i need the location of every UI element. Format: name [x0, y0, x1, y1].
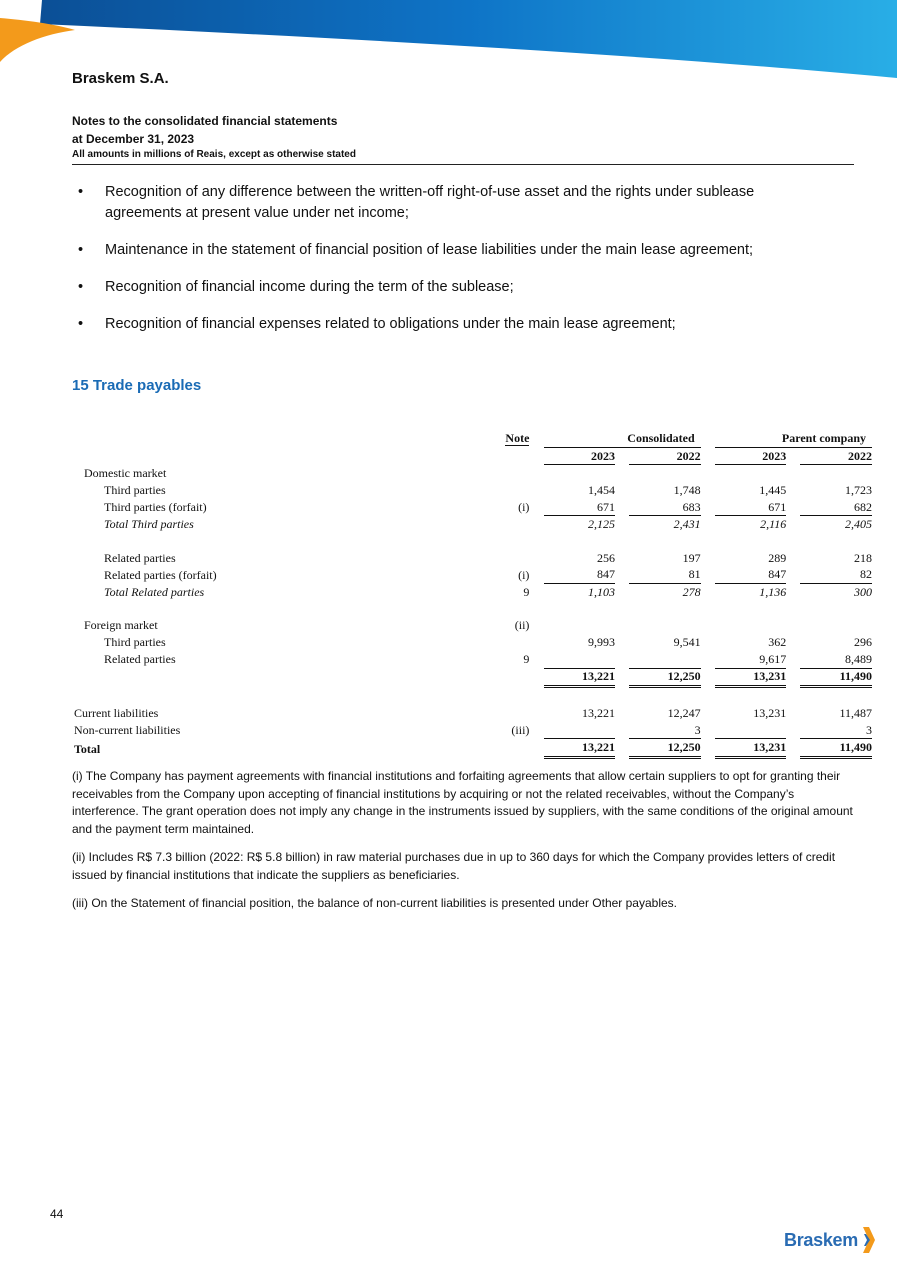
- cell-value: 9,541: [673, 635, 701, 650]
- cell-value: 1,445: [759, 482, 787, 497]
- bullet-icon: •: [78, 316, 84, 332]
- list-item: • Maintenance in the statement of financial position of lease liabilities under the main lease agreement;: [78, 240, 818, 261]
- cell-value: [544, 722, 616, 740]
- table-row: [72, 567, 872, 585]
- cell-value: 81: [629, 567, 701, 585]
- cell-value: 11,490: [800, 739, 872, 759]
- section-title: 15 Trade payables: [72, 377, 202, 394]
- bullet-list: [78, 182, 818, 351]
- cell-value: 11,490: [800, 669, 872, 689]
- cell-value: 2,125: [588, 517, 616, 532]
- header-banner: [0, 0, 897, 80]
- row-label: Current liabilities: [74, 705, 159, 720]
- row-label: Total: [74, 741, 101, 756]
- company-name: Braskem S.A.: [72, 70, 169, 87]
- cell-value: 9,993: [588, 635, 616, 650]
- cell-value: 13,221: [544, 669, 616, 689]
- document-header: [72, 70, 854, 162]
- subtotal-row: [72, 669, 872, 689]
- cell-value: [544, 651, 616, 669]
- row-note: 9: [523, 585, 530, 600]
- cell-value: 2,431: [673, 517, 701, 532]
- table-year-row: [72, 448, 872, 466]
- note-header: Note: [505, 431, 530, 446]
- cell-value: 197: [682, 550, 701, 565]
- header-divider: [72, 164, 854, 165]
- row-label: Third parties: [104, 482, 166, 497]
- cell-value: 3: [629, 722, 701, 740]
- table-row: [72, 722, 872, 740]
- table-row: [72, 516, 872, 533]
- row-note: 9: [523, 652, 530, 667]
- cell-value: 1,454: [588, 482, 616, 497]
- cell-value: 12,247: [667, 705, 701, 720]
- row-note: [465, 739, 529, 759]
- table-row: [72, 618, 872, 635]
- consolidated-header: Consolidated: [544, 430, 701, 448]
- row-label: Related parties (forfait): [104, 567, 217, 582]
- row-label: Related parties: [104, 652, 176, 667]
- footnotes: [72, 768, 854, 924]
- bullet-icon: •: [78, 184, 84, 200]
- total-row: [72, 739, 872, 759]
- cell-value: 9,617: [715, 651, 787, 669]
- year-header: 2023: [715, 448, 787, 466]
- cell-value: [629, 651, 701, 669]
- cell-value: 12,250: [629, 739, 701, 759]
- row-note: (i): [518, 500, 530, 515]
- cell-value: 13,231: [753, 705, 787, 720]
- logo-text: Braskem: [784, 1230, 858, 1250]
- year-header: 2022: [800, 448, 872, 466]
- row-note: [465, 482, 529, 499]
- table-row: [72, 634, 872, 651]
- cell-value: 13,221: [544, 739, 616, 759]
- cell-value: 671: [715, 499, 787, 517]
- cell-value: 12,250: [629, 669, 701, 689]
- row-note: [465, 516, 529, 533]
- cell-value: 682: [800, 499, 872, 517]
- row-label: Related parties: [104, 550, 176, 565]
- cell-value: 671: [544, 499, 616, 517]
- page-number: 44: [50, 1207, 64, 1221]
- spacer-row: [72, 601, 872, 618]
- bullet-icon: •: [78, 279, 84, 295]
- table-row: [72, 499, 872, 517]
- table-row: [72, 550, 872, 567]
- trade-payables-table: [72, 430, 876, 759]
- row-label: Third parties: [104, 635, 166, 650]
- amounts-note: All amounts in millions of Reais, except as otherwise stated: [72, 149, 356, 160]
- bullet-icon: •: [78, 242, 84, 258]
- year-header: 2023: [544, 448, 616, 466]
- footnote: (i) The Company has payment agreements with financial institutions and forfaiting agreements that allow certain suppliers to opt for granting their receivables from the Company upon accepting of financial institutions by acquiring or not the related receivables, without the Company’s interference. The grant operation does not imply any change in the instruments issued by suppliers, with the same conditions of the original amount and the payment term maintained.: [72, 769, 853, 836]
- row-note: [465, 634, 529, 651]
- cell-value: 3: [800, 722, 872, 740]
- row-note: [465, 705, 529, 722]
- footnote: (iii) On the Statement of financial position, the balance of non-current liabilities is presented under Other payables.: [72, 896, 678, 910]
- cell-value: 289: [768, 550, 787, 565]
- cell-value: 256: [597, 550, 616, 565]
- braskem-logo: [784, 1226, 876, 1254]
- list-item: • Recognition of any difference between the written-off right-of-use asset and the rights under sublease agreements at present value under net income;: [78, 184, 755, 221]
- cell-value: 2,405: [845, 517, 872, 532]
- cell-value: 11,487: [839, 705, 872, 720]
- cell-value: 278: [682, 585, 701, 600]
- row-note: (iii): [511, 723, 530, 738]
- list-item: • Recognition of financial income during the term of the sublease;: [78, 277, 818, 298]
- cell-value: 13,231: [715, 669, 787, 689]
- row-label: Total Third parties: [104, 517, 194, 532]
- list-item: • Recognition of financial expenses related to obligations under the main lease agreement;: [78, 314, 818, 335]
- statement-date: at December 31, 2023: [72, 132, 195, 146]
- parent-company-header: Parent company: [715, 430, 872, 448]
- table-row: [72, 651, 872, 669]
- footnote: (ii) Includes R$ 7.3 billion (2022: R$ 5.8 billion) in raw material purchases due in up to 360 days for which the Company provides letters of credit issued by financial institutions that indicate the suppliers as beneficiaries.: [72, 850, 836, 882]
- table-row: [72, 705, 872, 722]
- row-note: (ii): [514, 618, 530, 633]
- cell-value: 1,748: [673, 482, 701, 497]
- cell-value: 13,231: [715, 739, 787, 759]
- row-label: Non-current liabilities: [74, 723, 181, 738]
- statement-title: Notes to the consolidated financial statements: [72, 114, 338, 128]
- cell-value: 2,116: [760, 517, 787, 532]
- row-label: Domestic market: [84, 466, 167, 481]
- table-header-row: [72, 430, 872, 448]
- cell-value: 683: [629, 499, 701, 517]
- cell-value: 847: [544, 567, 616, 585]
- row-note: (i): [518, 567, 530, 582]
- cell-value: 362: [768, 635, 787, 650]
- cell-value: [715, 722, 787, 740]
- cell-value: 218: [854, 550, 872, 565]
- cell-value: 82: [800, 567, 872, 585]
- cell-value: 1,723: [845, 482, 872, 497]
- year-header: 2022: [629, 448, 701, 466]
- cell-value: 300: [854, 585, 872, 600]
- table-row: [72, 482, 872, 499]
- cell-value: 1,103: [588, 585, 616, 600]
- row-label: Foreign market: [84, 618, 158, 633]
- table-row: [72, 584, 872, 601]
- row-note: [465, 550, 529, 567]
- cell-value: 13,221: [582, 705, 616, 720]
- table-row: [72, 465, 872, 482]
- spacer-row: [72, 688, 872, 705]
- row-label: Total Related parties: [104, 585, 205, 600]
- cell-value: 296: [854, 635, 872, 650]
- spacer-row: [72, 533, 872, 550]
- cell-value: 1,136: [759, 585, 787, 600]
- row-label: Third parties (forfait): [104, 500, 207, 515]
- cell-value: 8,489: [800, 651, 872, 669]
- logo-chevron-icon: [862, 1226, 876, 1254]
- cell-value: 847: [715, 567, 787, 585]
